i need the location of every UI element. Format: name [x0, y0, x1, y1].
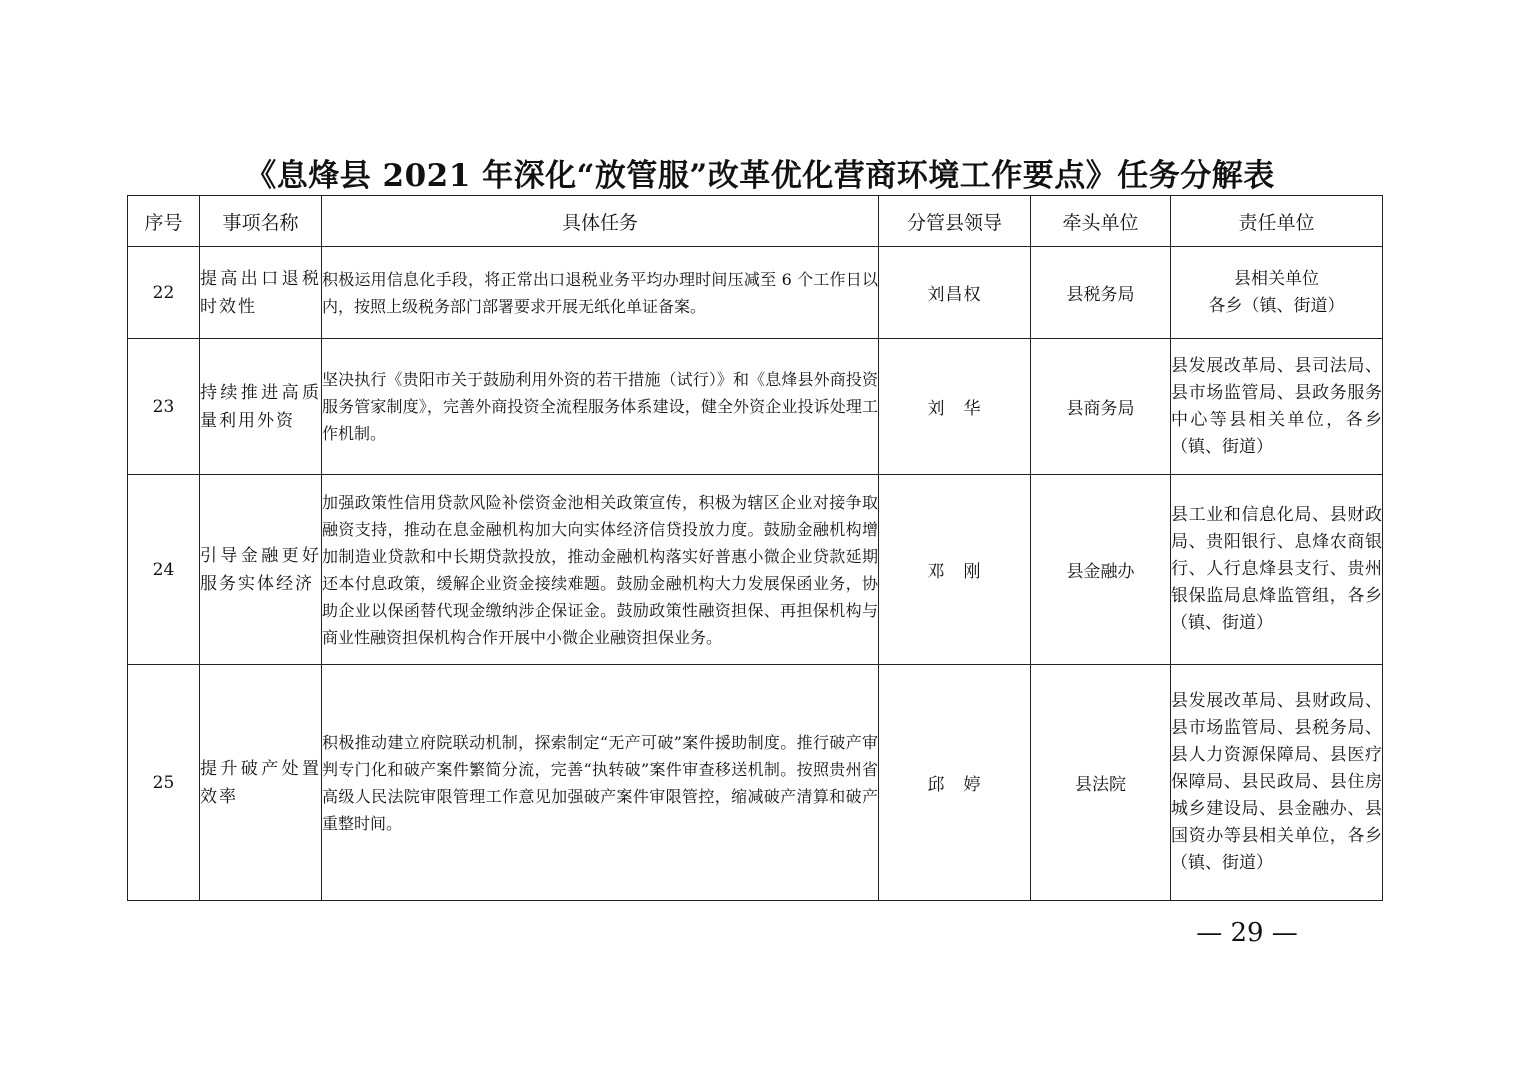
document-title: 《息烽县 2021 年深化“放管服”改革优化营商环境工作要点》任务分解表: [245, 158, 1275, 194]
cell-lead-unit: 县商务局: [1031, 339, 1171, 475]
header-leader: 分管县领导: [879, 196, 1031, 247]
header-task: 具体任务: [322, 196, 879, 247]
header-item: 事项名称: [200, 196, 322, 247]
cell-leader: 邱 婷: [879, 665, 1031, 901]
cell-resp-unit: 县发展改革局、县司法局、县市场监管局、县政务服务中心等县相关单位，各乡（镇、街道）: [1171, 339, 1383, 475]
cell-resp-unit: 县发展改革局、县财政局、县市场监管局、县税务局、县人力资源保障局、县医疗保障局、县民政局、县住房城乡建设局、县金融办、县国资办等县相关单位，各乡（镇、街道）: [1171, 665, 1383, 901]
cell-task: 积极推动建立府院联动机制，探索制定“无产可破”案件援助制度。推行破产审判专门化和破产案件繁简分流，完善“执转破”案件审查移送机制。按照贵州省高级人民法院审限管理工作意见加强破产案件审限管控，缩减破产清算和破产重整时间。: [322, 665, 879, 901]
cell-leader: 刘 华: [879, 339, 1031, 475]
cell-task: 坚决执行《贵阳市关于鼓励利用外资的若干措施（试行）》和《息烽县外商投资服务管家制度》，完善外商投资全流程服务体系建设，健全外资企业投诉处理工作机制。: [322, 339, 879, 475]
cell-task: 积极运用信息化手段，将正常出口退税业务平均办理时间压减至 6 个工作日以内，按照上级税务部门部署要求开展无纸化单证备案。: [322, 247, 879, 339]
cell-lead-unit: 县税务局: [1031, 247, 1171, 339]
cell-item: 引导金融更好服务实体经济: [200, 475, 322, 665]
table-row: [128, 247, 1383, 339]
table-row: [128, 665, 1383, 901]
resp-unit-line: 县相关单位: [1234, 268, 1319, 289]
header-no: 序号: [128, 196, 200, 247]
cell-lead-unit: 县法院: [1031, 665, 1171, 901]
cell-item: 持续推进高质量利用外资: [200, 339, 322, 475]
task-breakdown-table: [127, 195, 1383, 901]
cell-no: 25: [128, 665, 200, 901]
cell-no: 24: [128, 475, 200, 665]
cell-no: 23: [128, 339, 200, 475]
cell-item: 提升破产处置效率: [200, 665, 322, 901]
header-lead-unit: 牵头单位: [1031, 196, 1171, 247]
cell-leader: 邓 刚: [879, 475, 1031, 665]
cell-lead-unit: 县金融办: [1031, 475, 1171, 665]
cell-no: 22: [128, 247, 200, 339]
page-number: — 29 —: [1196, 918, 1298, 948]
header-resp-unit: 责任单位: [1171, 196, 1383, 247]
cell-resp-unit: 县工业和信息化局、县财政局、贵阳银行、息烽农商银行、人行息烽县支行、贵州银保监局息烽监管组，各乡（镇、街道）: [1171, 475, 1383, 665]
resp-unit-line: 各乡（镇、街道）: [1208, 295, 1345, 316]
table-row: [128, 475, 1383, 665]
cell-resp-unit: [1171, 247, 1383, 339]
cell-item: 提高出口退税时效性: [200, 247, 322, 339]
cell-task: 加强政策性信用贷款风险补偿资金池相关政策宣传，积极为辖区企业对接争取融资支持，推动在息金融机构加大向实体经济信贷投放力度。鼓励金融机构增加制造业贷款和中长期贷款投放，推动金融机构落实好普惠小微企业贷款延期还本付息政策，缓解企业资金接续难题。鼓励金融机构大力发展保函业务，协助企业以保函替代现金缴纳涉企保证金。鼓励政策性融资担保、再担保机构与商业性融资担保机构合作开展中小微企业融资担保业务。: [322, 475, 879, 665]
table-header-row: [128, 196, 1383, 247]
table-row: [128, 339, 1383, 475]
cell-leader: 刘昌权: [879, 247, 1031, 339]
